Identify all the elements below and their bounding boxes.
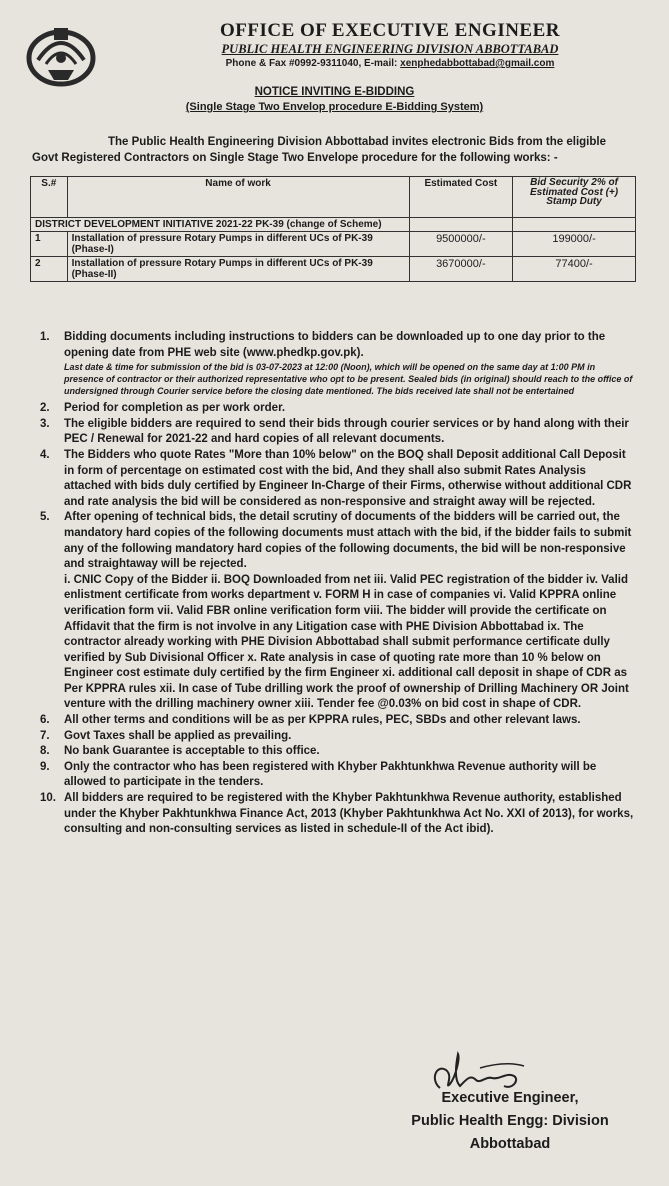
condition-1 — [36, 330, 636, 361]
header-security: Bid Security 2% of Estimated Cost (+) Stamp Duty — [513, 177, 636, 218]
row-sno: 1 — [31, 232, 68, 257]
condition-9 — [36, 760, 636, 791]
conditions-list — [36, 330, 636, 838]
condition-number: 7. — [40, 729, 50, 742]
condition-number: 6. — [40, 714, 50, 727]
scheme-cost — [409, 218, 513, 232]
condition-text: The eligible bidders are required to send their bids through courier services or by hand along with their PEC / Renewal for 2021-22 and hard copies of all relevant documents. — [64, 417, 629, 446]
condition-number: 2. — [40, 402, 50, 415]
row-name: Installation of pressure Rotary Pumps in different UCs of PK-39 (Phase-I) — [67, 232, 409, 257]
signatory-title: Executive Engineer, — [441, 1090, 579, 1106]
office-title: OFFICE OF EXECUTIVE ENGINEER — [219, 20, 561, 41]
condition-text: All bidders are required to be registered with the Khyber Pakhtunkhwa Revenue authority, established under the Khyber Pakhtunkhwa Finance Act, 2013 (Khyber Pakhtunkhwa Act No. XXI of 2013), for works, consulting and non-consulting services as listed in schedule-II of the Act ibid). — [64, 792, 634, 836]
row-cost: 9500000/- — [409, 232, 513, 257]
condition-6 — [36, 713, 636, 729]
condition-text: Bidding documents including instructions to bidders can be downloaded up to one day prior to the opening date from PHE web site (www.phedkp.gov.pk). — [64, 331, 606, 359]
mandatory-documents: i. CNIC Copy of the Bidder ii. BOQ Downloaded from net iii. Valid PEC registration of the bidder iv. Valid enlistment certificate from works department v. FORM H in case of companies vi. Valid KPPRA online verification form vii. Valid FBR online verification form viii. The bidder will provide the certificate on Affidavit that the firm is not involve in any Litigation case with PHE Division Abbottabad ix. The contractor already working with PHE Division Abbottabad shall submit performance certificate dully verified by Sub Divisional Officer x. Rate analysis in case of quoting rate more than 10 % below on Engineer cost estimate duly certified by the firm Engineer xi. additional call deposit in shape of CDR as Per KPPRA rules xii. In case of Tube drilling work the proof of ownership of Drilling Machinery OR Joint venture with the drilling machinery owner xiii. Tender fee @0.03% on bid cost in shape of CDR. — [64, 573, 629, 711]
condition-text: All other terms and conditions will be as per KPPRA rules, PEC, SBDs and other relevant laws. — [64, 714, 581, 727]
condition-text: Period for completion as per work order. — [64, 402, 286, 415]
signatory-office: Public Health Engg: Division — [411, 1113, 609, 1129]
scheme-row — [31, 218, 636, 232]
condition-5 — [36, 510, 636, 572]
condition-number: 5. — [40, 511, 50, 524]
row-security: 199000/- — [513, 232, 636, 257]
condition-4 — [36, 448, 636, 510]
condition-number: 1. — [40, 331, 50, 343]
header-name: Name of work — [67, 177, 409, 218]
condition-text: Govt Taxes shall be applied as prevailing. — [64, 729, 292, 742]
condition-7 — [36, 729, 636, 745]
condition-2 — [36, 401, 636, 417]
condition-number: 10. — [40, 792, 56, 805]
condition-text: Only the contractor who has been registered with Khyber Pakhtunkhwa Revenue authority will be allowed to participate in the tenders. — [64, 760, 597, 789]
condition-10 — [36, 791, 636, 838]
row-security: 77400/- — [513, 257, 636, 282]
condition-text: After opening of technical bids, the detail scrutiny of documents of the bidders will be carried out, the mandatory hard copies of the following documents must attach with the bid, if the bidder fails to submit any of the following mandatory hard copies of the following documents, the bid will be non-responsive and straightaway will be rejected. — [64, 511, 632, 571]
row-cost: 3670000/- — [409, 257, 513, 282]
phone-fax: Phone & Fax #0992-9311040, E-mail: — [225, 58, 401, 69]
header-sno: S.# — [31, 177, 68, 218]
scheme-security — [513, 218, 636, 232]
contact-line — [140, 58, 640, 69]
condition-3 — [36, 417, 636, 448]
condition-number: 8. — [40, 745, 50, 758]
submission-details: Last date & time for submission of the bid is 03-07-2023 at 12:00 (Noon), which will be opened on the same day at 1:00 PM in presence of contractor or their authorized representative who opt to be present. Sealed bids (in original) should reach to the office of undersigned through Courier service before the closing date mentioned. The bids received late shall not be entertained — [64, 362, 633, 397]
notice-title: NOTICE INVITING E-BIDDING — [254, 86, 415, 98]
row-sno: 2 — [31, 257, 68, 282]
table-header-row — [31, 177, 636, 218]
scheme-name: DISTRICT DEVELOPMENT INITIATIVE 2021-22 PK-39 (change of Scheme) — [31, 218, 410, 232]
works-table — [30, 176, 636, 282]
table-row — [31, 257, 636, 282]
intro-paragraph: The Public Health Engineering Division Abbottabad invites electronic Bids from the eligible Govt Registered Contractors on Single Stage Two Envelope procedure for the following works: - — [32, 136, 606, 164]
condition-number: 3. — [40, 417, 50, 430]
row-name: Installation of pressure Rotary Pumps in different UCs of PK-39 (Phase-II) — [67, 257, 409, 282]
table-row — [31, 232, 636, 257]
division-name: PUBLIC HEALTH ENGINEERING DIVISION ABBOTTABAD — [221, 42, 559, 56]
notice-subtitle: (Single Stage Two Envelop procedure E-Bidding System) — [185, 101, 484, 113]
condition-text: No bank Guarantee is acceptable to this office. — [64, 745, 320, 758]
email-link[interactable]: xenphedabbottabad@gmail.com — [400, 58, 555, 69]
condition-text: The Bidders who quote Rates "More than 10% below" on the BOQ shall Deposit additional Call Deposit in form of percentage on estimated cost with the bid, And they shall also submit Rates Analysis attached with bids duly certified by Engineer In-Charge of their Firms, otherwise without additional CDR and rate analysis the bid will be considered as non-responsive and straight away will be rejected. — [64, 448, 632, 508]
signatory-city: Abbottabad — [469, 1136, 551, 1152]
header-cost: Estimated Cost — [409, 177, 513, 218]
kpk-emblem-logo — [24, 20, 98, 90]
condition-number: 9. — [40, 760, 50, 773]
condition-number: 4. — [40, 448, 50, 461]
condition-8 — [36, 744, 636, 760]
